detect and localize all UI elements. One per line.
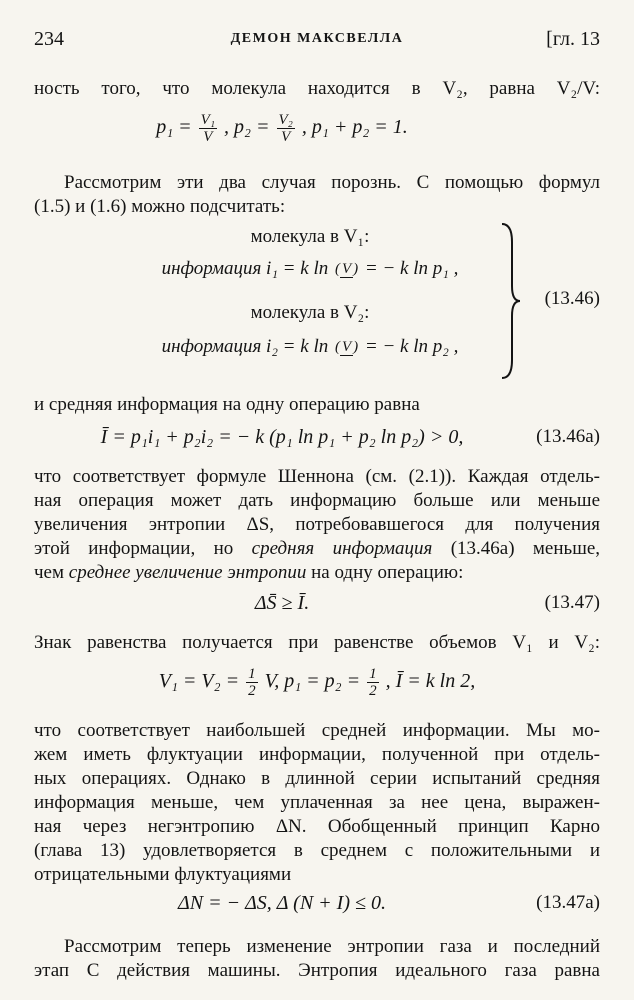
text-line: Знак равенства получается при равенстве объемов V₁ и V₂: [34, 632, 600, 653]
text-line: увеличения энтропии ΔS, потребовавшегося для получения [34, 514, 600, 535]
system-row: информация i₁ = k ln ( V ) = − k ln p₁ , [161, 258, 459, 279]
fraction: ( V ) [334, 339, 359, 356]
system-row: молекула в V₂: [250, 302, 370, 323]
fraction: $\frac{1}{2}$ [248, 666, 256, 699]
fraction: $\frac{1}{2}$ [369, 666, 377, 699]
chapter-label: [гл. 13 [546, 28, 600, 50]
equation-entropy-inequality: ΔS̄ ≥ Ī. (13.47) [254, 592, 600, 614]
running-title: ДЕМОН МАКСВЕЛЛА [230, 31, 404, 46]
running-header [34, 28, 600, 56]
system-row: информация i₂ = k ln ( V ) = − k ln p₂ , [161, 336, 459, 357]
text-line: этап C действия машины. Энтропия идеального газа равна [34, 960, 600, 981]
right-brace-icon [500, 222, 522, 380]
fraction: $\frac{\text{V₂}}{V}$ [278, 112, 293, 145]
text-line: ность того, что молекула находится в V₂, равна V₂/V: [34, 78, 600, 99]
text-line: Рассмотрим теперь изменение энтропии газа и последний [64, 936, 600, 957]
text-line: чем среднее увеличение энтропии на одну операцию: [34, 562, 464, 583]
text-line: ная через негэнтропию ΔN. Обобщенный принцип Карно [34, 816, 600, 837]
text-line: и средняя информация на одну операцию равна [34, 394, 420, 415]
equation-equal-volumes: V₁ = V₂ = $\frac{1}{2}$ V, p₁ = p₂ = $\frac{1}{2}$ , Ī = k ln 2, [158, 666, 476, 699]
text-line: что соответствует формуле Шеннона (см. (2.1)). Каждая отдель- [34, 466, 600, 487]
page-number: 234 [34, 28, 64, 50]
fraction: ( V ) [334, 261, 359, 278]
text-line: информация меньше, чем уплаченная за нее цена, выражен- [34, 792, 600, 813]
text-line: что соответствует наибольшей средней информации. Мы мо- [34, 720, 600, 741]
text-line: Рассмотрим эти два случая порознь. С помощью формул [64, 172, 600, 193]
system-row: молекула в V₁: [250, 226, 370, 247]
text-line: жем иметь флуктуации информации, полученной при отдель- [34, 744, 600, 765]
text-line: (1.5) и (1.6) можно подсчитать: [34, 196, 286, 217]
text-line: ная операция может дать информацию больше или меньше [34, 490, 600, 511]
text-line: отрицательными флуктуациями [34, 864, 292, 885]
equation-mean-information: Ī = p₁i₁ + p₂i₂ = − k (p₁ ln p₁ + p₂ ln p₂) > 0, (13.46a) [100, 426, 600, 448]
equation-number: (13.46) [544, 288, 600, 309]
text-line: этой информации, но средняя информация (13.46а) меньше, [34, 538, 601, 559]
fraction: $\frac{\text{V₁}}{V}$ [200, 112, 216, 145]
equation-negentropy: ΔN = − ΔS, Δ (N + I) ≤ 0. (13.47a) [178, 892, 600, 914]
text-line: ных операциях. Однако в длинной серии испытаний средняя [34, 768, 600, 789]
equation-probabilities: p₁ = $\frac{\text{V₁}}{V}$ , p₂ = $\frac{\text{V₂}}{V}$ , p₁ + p₂ = 1. [156, 112, 408, 145]
text-line: (глава 13) удовлетворяется в среднем с положительными и [34, 840, 600, 861]
